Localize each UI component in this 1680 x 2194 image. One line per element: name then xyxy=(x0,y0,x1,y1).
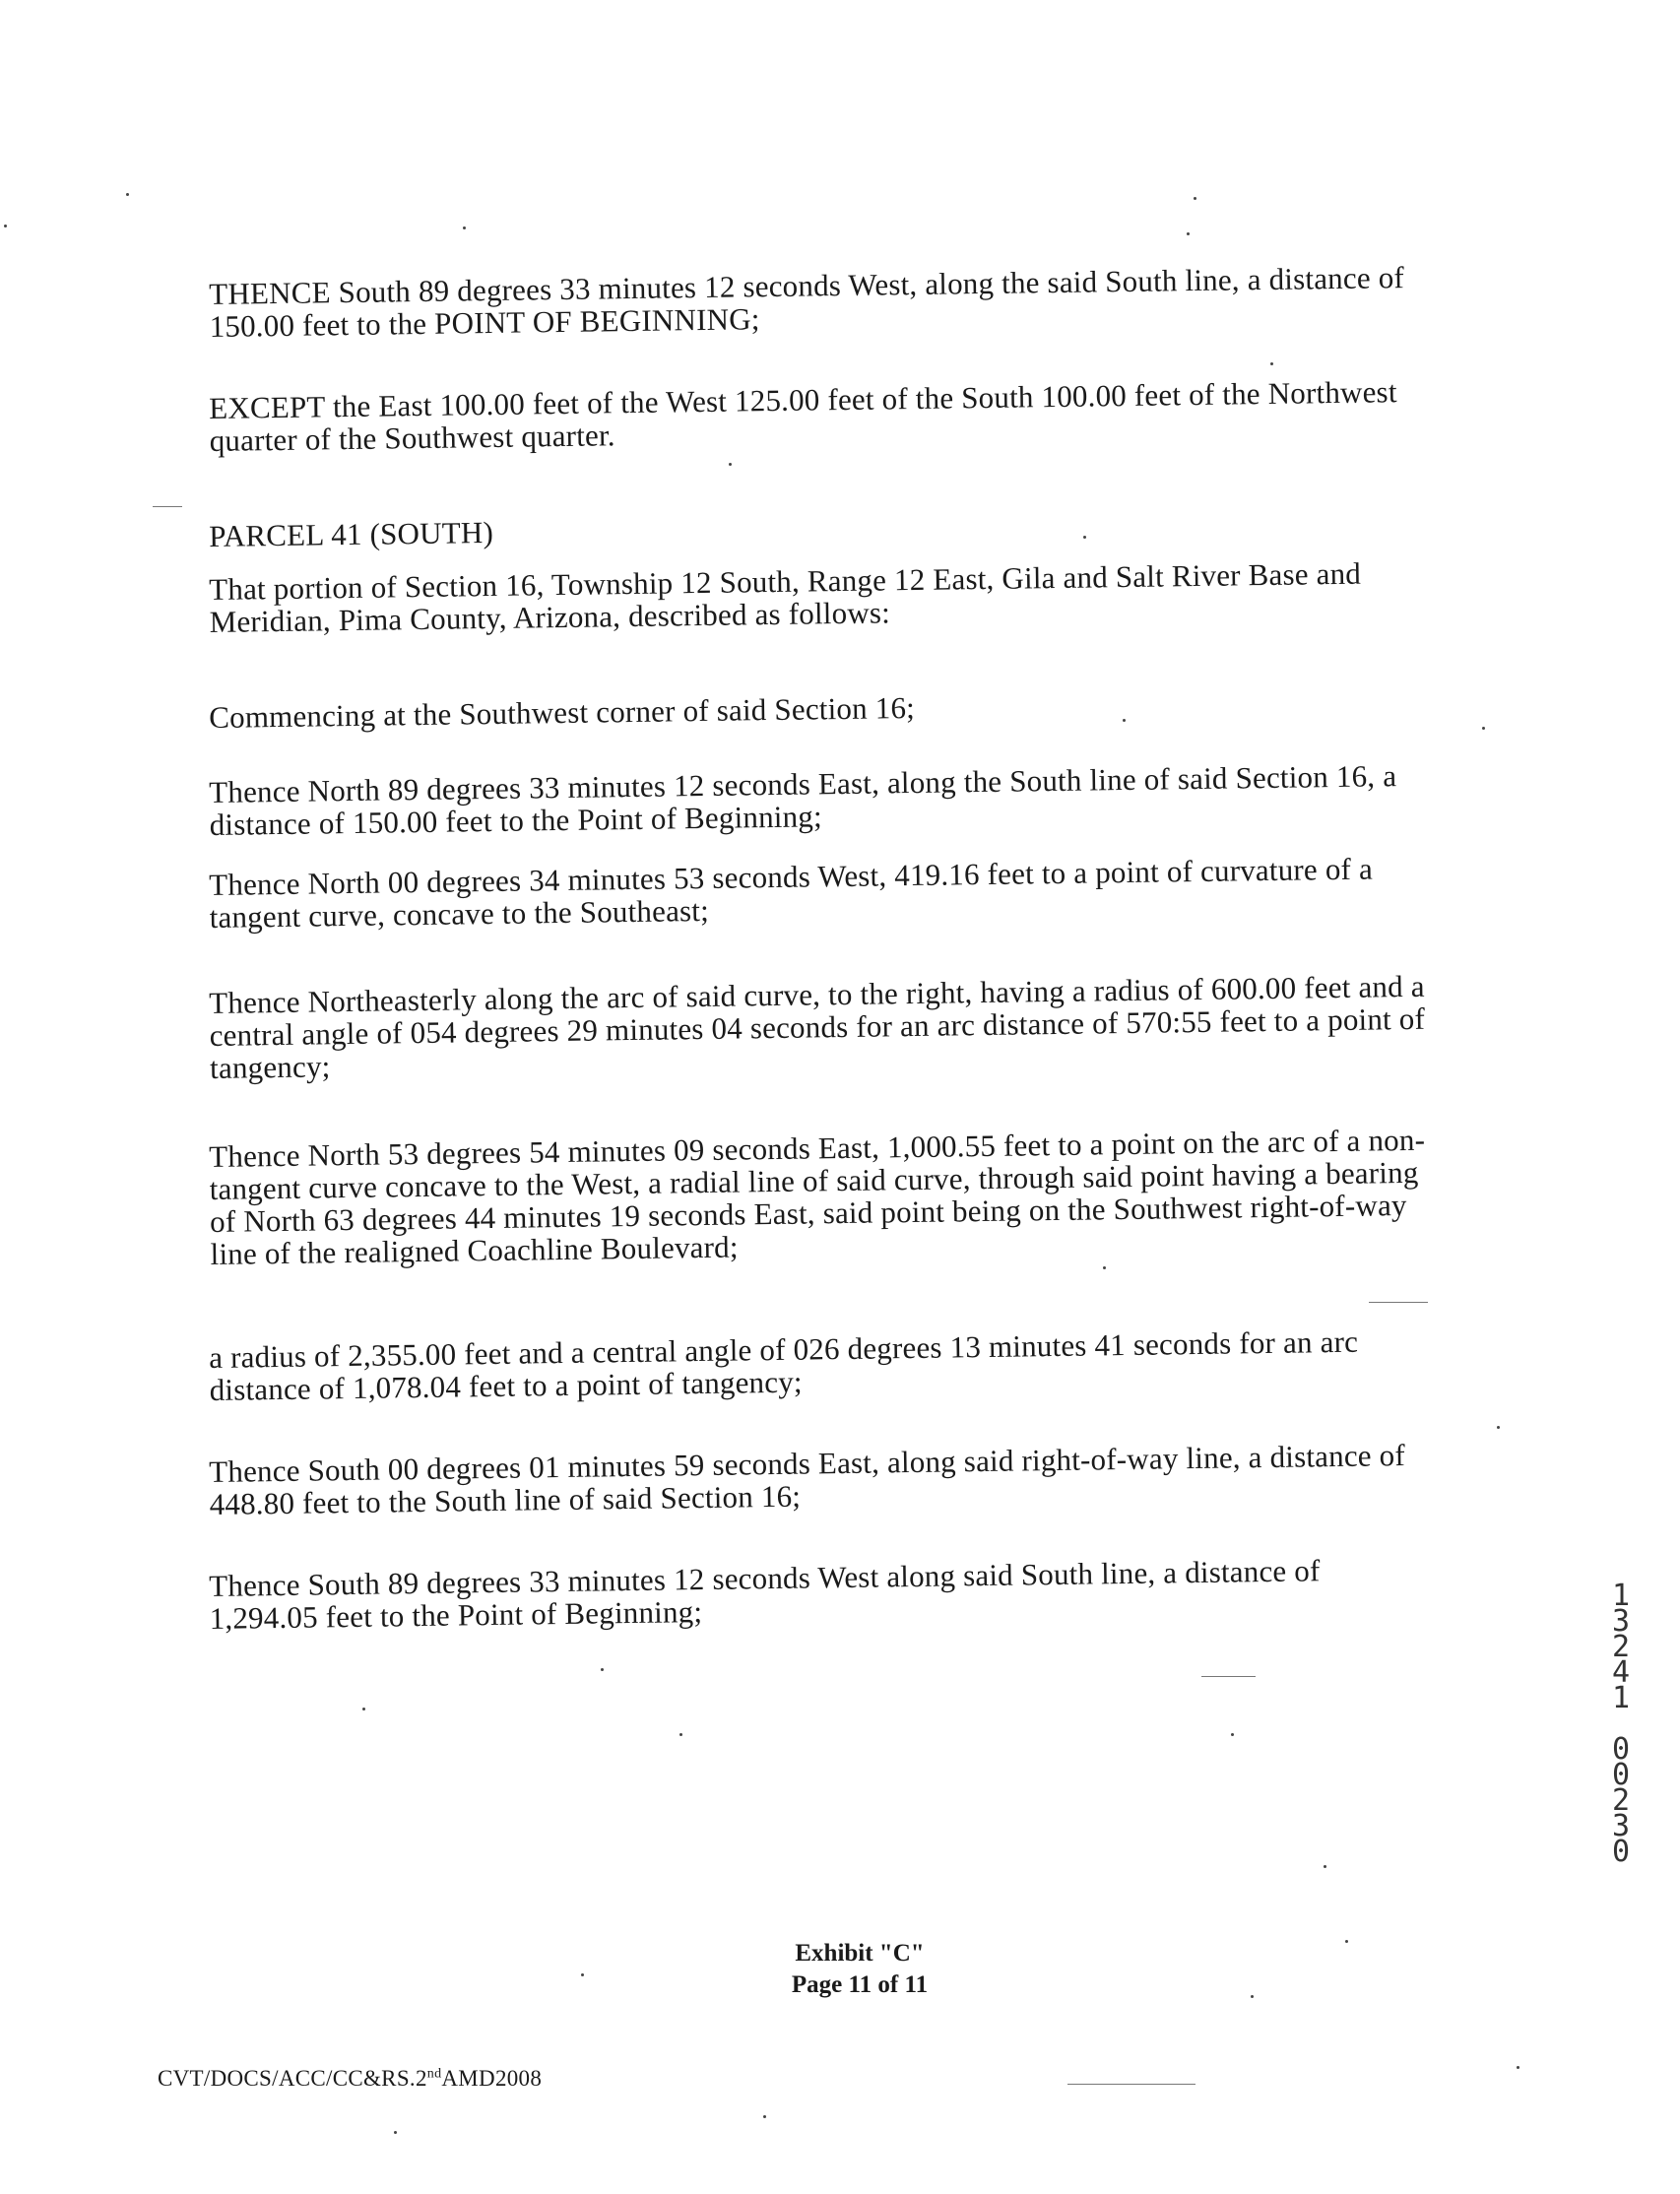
scan-speck xyxy=(763,2115,766,2118)
scan-speck xyxy=(1231,1733,1234,1736)
scan-speck xyxy=(729,463,732,466)
paragraph-thence-south-89-west: THENCE South 89 degrees 33 minutes 12 seconds West, along the said South line, a distance of 150.00 feet to the POINT OF BEGINNING; xyxy=(208,260,1405,344)
paragraph-commencing: Commencing at the Southwest corner of said Section 16; xyxy=(208,689,916,735)
paragraph-portion-of-section: That portion of Section 16, Township 12 South, Range 12 East, Gila and Salt River Base and Meridian, Pima County, Arizona, described as follows: xyxy=(208,555,1362,639)
scan-line xyxy=(153,506,182,507)
paragraph-thence-north-89-east: Thence North 89 degrees 33 minutes 12 seconds East, along the South line of said Section 16, a distance of 150.00 feet to the Point of Beginning; xyxy=(208,758,1397,842)
paragraph-radius-2355: a radius of 2,355.00 feet and a central angle of 026 degrees 13 minutes 41 seconds for an arc distance of 1,078.04 feet to a point of tangency; xyxy=(208,1323,1359,1407)
scan-speck xyxy=(1187,232,1190,235)
paragraph-thence-north-53-east: Thence North 53 degrees 54 minutes 09 seconds East, 1,000.55 feet to a point on the arc of a non-tangent curve concave to the West, a radial line of said curve, through said point having a bearing of North 63 degrees 44 minutes 19 seconds East, said point being on the Southwest right-of-way line of the realigned Coachline Boulevard; xyxy=(208,1122,1426,1271)
scan-speck xyxy=(1123,719,1126,722)
scan-speck xyxy=(1194,197,1196,200)
exhibit-label: Exhibit "C" xyxy=(795,1940,925,1967)
footer-exhibit-block xyxy=(0,1938,1680,2001)
paragraph-thence-north-00-west: Thence North 00 degrees 34 minutes 53 seconds West, 419.16 feet to a point of curvature of a tangent curve, concave to the Southeast; xyxy=(208,851,1374,935)
scan-speck xyxy=(1083,536,1086,539)
paragraph-thence-northeasterly: Thence Northeasterly along the arc of said curve, to the right, having a radius of 600.00 feet and a central angle of 054 degrees 29 minutes 04 seconds for an arc distance of 570:55 feet to a point of tangency; xyxy=(208,968,1426,1085)
scan-speck xyxy=(362,1708,365,1710)
document-code-suffix: AMD2008 xyxy=(441,2066,543,2091)
scan-line xyxy=(1369,1302,1428,1303)
scan-speck xyxy=(126,193,129,196)
page-number: Page 11 of 11 xyxy=(791,1971,929,1998)
paragraph-except: EXCEPT the East 100.00 feet of the West 125.00 feet of the South 100.00 feet of the Northwest quarter of the Southwest quarter. xyxy=(208,374,1397,458)
scan-speck xyxy=(601,1668,604,1671)
scan-speck xyxy=(1345,1940,1348,1943)
scan-speck xyxy=(1103,1266,1106,1269)
scan-speck xyxy=(1517,2066,1519,2069)
scan-speck xyxy=(1497,1426,1500,1429)
scan-speck xyxy=(1270,362,1273,365)
side-stamp-number: 1 3 2 4 1 0 0 2 3 0 xyxy=(1611,1579,1631,1869)
parcel-heading: PARCEL 41 (SOUTH) xyxy=(208,514,494,553)
scan-speck xyxy=(463,226,466,229)
document-code xyxy=(158,2066,542,2092)
scan-speck xyxy=(1324,1865,1326,1868)
document-code-prefix: CVT/DOCS/ACC/CC&RS.2 xyxy=(158,2066,427,2091)
scan-speck xyxy=(581,1973,584,1976)
scan-line xyxy=(1201,1676,1256,1677)
scan-speck xyxy=(4,225,7,227)
scan-speck xyxy=(394,2131,397,2134)
scan-line xyxy=(1067,2084,1195,2085)
paragraph-thence-south-89-west-final: Thence South 89 degrees 33 minutes 12 seconds West along said South line, a distance of 1,294.05 feet to the Point of Beginning; xyxy=(208,1553,1321,1636)
scan-speck xyxy=(1251,1995,1254,1998)
scan-speck xyxy=(1482,727,1485,730)
scan-speck xyxy=(679,1733,682,1736)
paragraph-thence-south-00-east: Thence South 00 degrees 01 minutes 59 seconds East, along said right-of-way line, a distance of 448.80 feet to the South line of said Section 16; xyxy=(208,1438,1406,1521)
document-code-sup: nd xyxy=(426,2066,442,2082)
